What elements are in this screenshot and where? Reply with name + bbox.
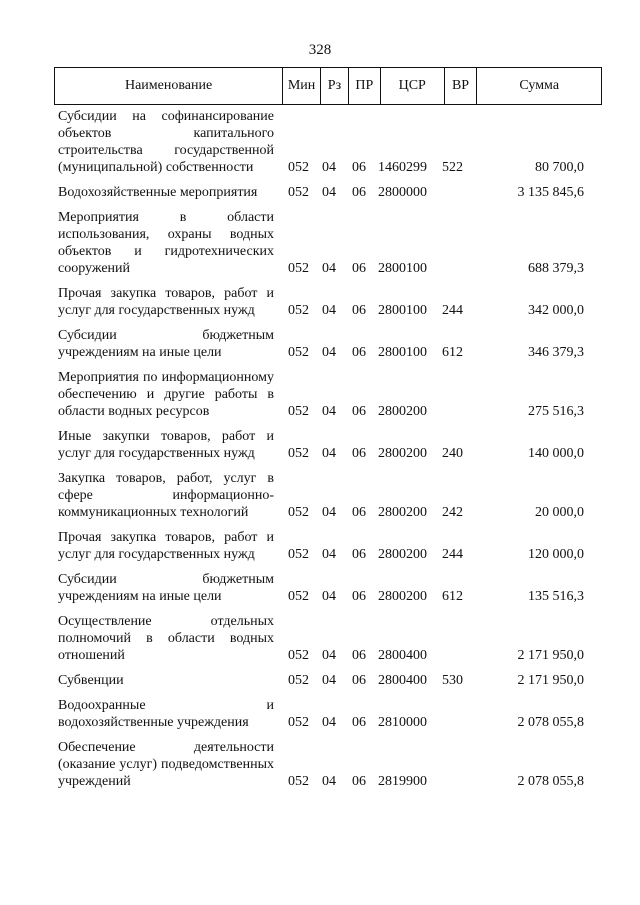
- row-rz: 04: [322, 774, 336, 789]
- row-rz: 04: [322, 303, 336, 318]
- row-sum: 2 078 055,8: [517, 715, 584, 730]
- row-vr: 242: [442, 505, 463, 520]
- row-sum: 3 135 845,6: [517, 185, 584, 200]
- table-row: [54, 613, 602, 664]
- row-pr: 06: [352, 547, 366, 562]
- row-min: 052: [288, 160, 309, 175]
- row-sum: 2 171 950,0: [517, 673, 584, 688]
- row-csr: 1460299: [378, 160, 427, 175]
- row-csr: 2800400: [378, 648, 427, 663]
- header-sum: Сумма: [519, 78, 560, 93]
- row-csr: 2800400: [378, 673, 427, 688]
- row-min: 052: [288, 673, 309, 688]
- table-row: [54, 108, 602, 176]
- row-pr: 06: [352, 446, 366, 461]
- row-pr: 06: [352, 185, 366, 200]
- row-vr: 240: [442, 446, 463, 461]
- row-csr: 2800000: [378, 185, 427, 200]
- row-rz: 04: [322, 547, 336, 562]
- row-vr: 612: [442, 589, 463, 604]
- header-min: Мин: [283, 68, 321, 104]
- table-row: [54, 369, 602, 420]
- row-pr: 06: [352, 505, 366, 520]
- row-csr: 2800200: [378, 404, 427, 419]
- row-min: 052: [288, 261, 309, 276]
- row-rz: 04: [322, 185, 336, 200]
- row-sum: 346 379,3: [528, 345, 584, 360]
- row-min: 052: [288, 303, 309, 318]
- row-vr: 522: [442, 160, 463, 175]
- row-vr: 244: [442, 547, 463, 562]
- row-min: 052: [288, 446, 309, 461]
- row-pr: 06: [352, 589, 366, 604]
- row-pr: 06: [352, 648, 366, 663]
- row-csr: 2800200: [378, 446, 427, 461]
- row-csr: 2800200: [378, 589, 427, 604]
- row-name: Мероприятия в области использования, охраны водных объектов и гидротехнических сооружений: [58, 210, 274, 276]
- row-csr: 2800100: [378, 345, 427, 360]
- table-body: [54, 108, 602, 798]
- row-pr: 06: [352, 303, 366, 318]
- row-min: 052: [288, 589, 309, 604]
- row-name: Закупка товаров, работ, услуг в сфере информационно-коммуникационных технологий: [58, 471, 274, 520]
- row-name: Субвенции: [58, 673, 124, 688]
- row-sum: 2 078 055,8: [517, 774, 584, 789]
- row-name: Водохозяйственные мероприятия: [58, 185, 258, 200]
- row-rz: 04: [322, 446, 336, 461]
- row-sum: 688 379,3: [528, 261, 584, 276]
- row-min: 052: [288, 345, 309, 360]
- table-row: [54, 428, 602, 462]
- table-row: [54, 697, 602, 731]
- header-pr: ПР: [349, 68, 381, 104]
- row-csr: 2800200: [378, 547, 427, 562]
- row-rz: 04: [322, 673, 336, 688]
- row-pr: 06: [352, 261, 366, 276]
- row-csr: 2810000: [378, 715, 427, 730]
- row-rz: 04: [322, 261, 336, 276]
- row-vr: 244: [442, 303, 463, 318]
- row-pr: 06: [352, 715, 366, 730]
- row-name: Прочая закупка товаров, работ и услуг для государственных нужд: [58, 286, 274, 318]
- row-rz: 04: [322, 715, 336, 730]
- row-name: Осуществление отдельных полномочий в области водных отношений: [58, 614, 274, 663]
- row-csr: 2800200: [378, 505, 427, 520]
- row-vr: 612: [442, 345, 463, 360]
- table-row: [54, 571, 602, 605]
- header-csr: ЦСР: [381, 68, 445, 104]
- row-name: Иные закупки товаров, работ и услуг для государственных нужд: [58, 429, 274, 461]
- header-vr: ВР: [445, 68, 478, 104]
- row-sum: 135 516,3: [528, 589, 584, 604]
- row-sum: 2 171 950,0: [517, 648, 584, 663]
- row-min: 052: [288, 505, 309, 520]
- row-name: Субсидии бюджетным учреждениям на иные цели: [58, 328, 274, 360]
- row-name: Водоохранные и водохозяйственные учреждения: [58, 698, 274, 730]
- row-rz: 04: [322, 648, 336, 663]
- row-sum: 80 700,0: [535, 160, 584, 175]
- row-pr: 06: [352, 673, 366, 688]
- header-rz: Рз: [321, 68, 349, 104]
- row-pr: 06: [352, 774, 366, 789]
- row-min: 052: [288, 547, 309, 562]
- table-row: [54, 184, 602, 201]
- row-pr: 06: [352, 345, 366, 360]
- row-sum: 342 000,0: [528, 303, 584, 318]
- row-rz: 04: [322, 160, 336, 175]
- table-row: [54, 672, 602, 689]
- row-min: 052: [288, 404, 309, 419]
- row-rz: 04: [322, 345, 336, 360]
- row-sum: 20 000,0: [535, 505, 584, 520]
- row-pr: 06: [352, 404, 366, 419]
- table-row: [54, 529, 602, 563]
- page-number: 328: [308, 42, 332, 58]
- header-name: Наименование: [55, 68, 283, 104]
- row-sum: 140 000,0: [528, 446, 584, 461]
- table-row: [54, 739, 602, 790]
- row-name: Субсидии на софинансирование объектов капитального строительства государственной (муниципальной) собственности: [58, 109, 274, 175]
- table-row: [54, 285, 602, 319]
- row-sum: 275 516,3: [528, 404, 584, 419]
- row-rz: 04: [322, 589, 336, 604]
- row-rz: 04: [322, 404, 336, 419]
- row-csr: 2819900: [378, 774, 427, 789]
- row-min: 052: [288, 774, 309, 789]
- row-sum: 120 000,0: [528, 547, 584, 562]
- table-header: [54, 67, 602, 105]
- row-rz: 04: [322, 505, 336, 520]
- row-csr: 2800100: [378, 261, 427, 276]
- row-min: 052: [288, 715, 309, 730]
- row-name: Мероприятия по информационному обеспечению и другие работы в области водных ресурсов: [58, 370, 274, 419]
- table-row: [54, 327, 602, 361]
- row-name: Субсидии бюджетным учреждениям на иные цели: [58, 572, 274, 604]
- row-pr: 06: [352, 160, 366, 175]
- row-name: Прочая закупка товаров, работ и услуг для государственных нужд: [58, 530, 274, 562]
- table-row: [54, 470, 602, 521]
- row-name: Обеспечение деятельности (оказание услуг) подведомственных учреждений: [58, 740, 274, 789]
- row-min: 052: [288, 185, 309, 200]
- row-vr: 530: [442, 673, 463, 688]
- row-csr: 2800100: [378, 303, 427, 318]
- table-row: [54, 209, 602, 277]
- row-min: 052: [288, 648, 309, 663]
